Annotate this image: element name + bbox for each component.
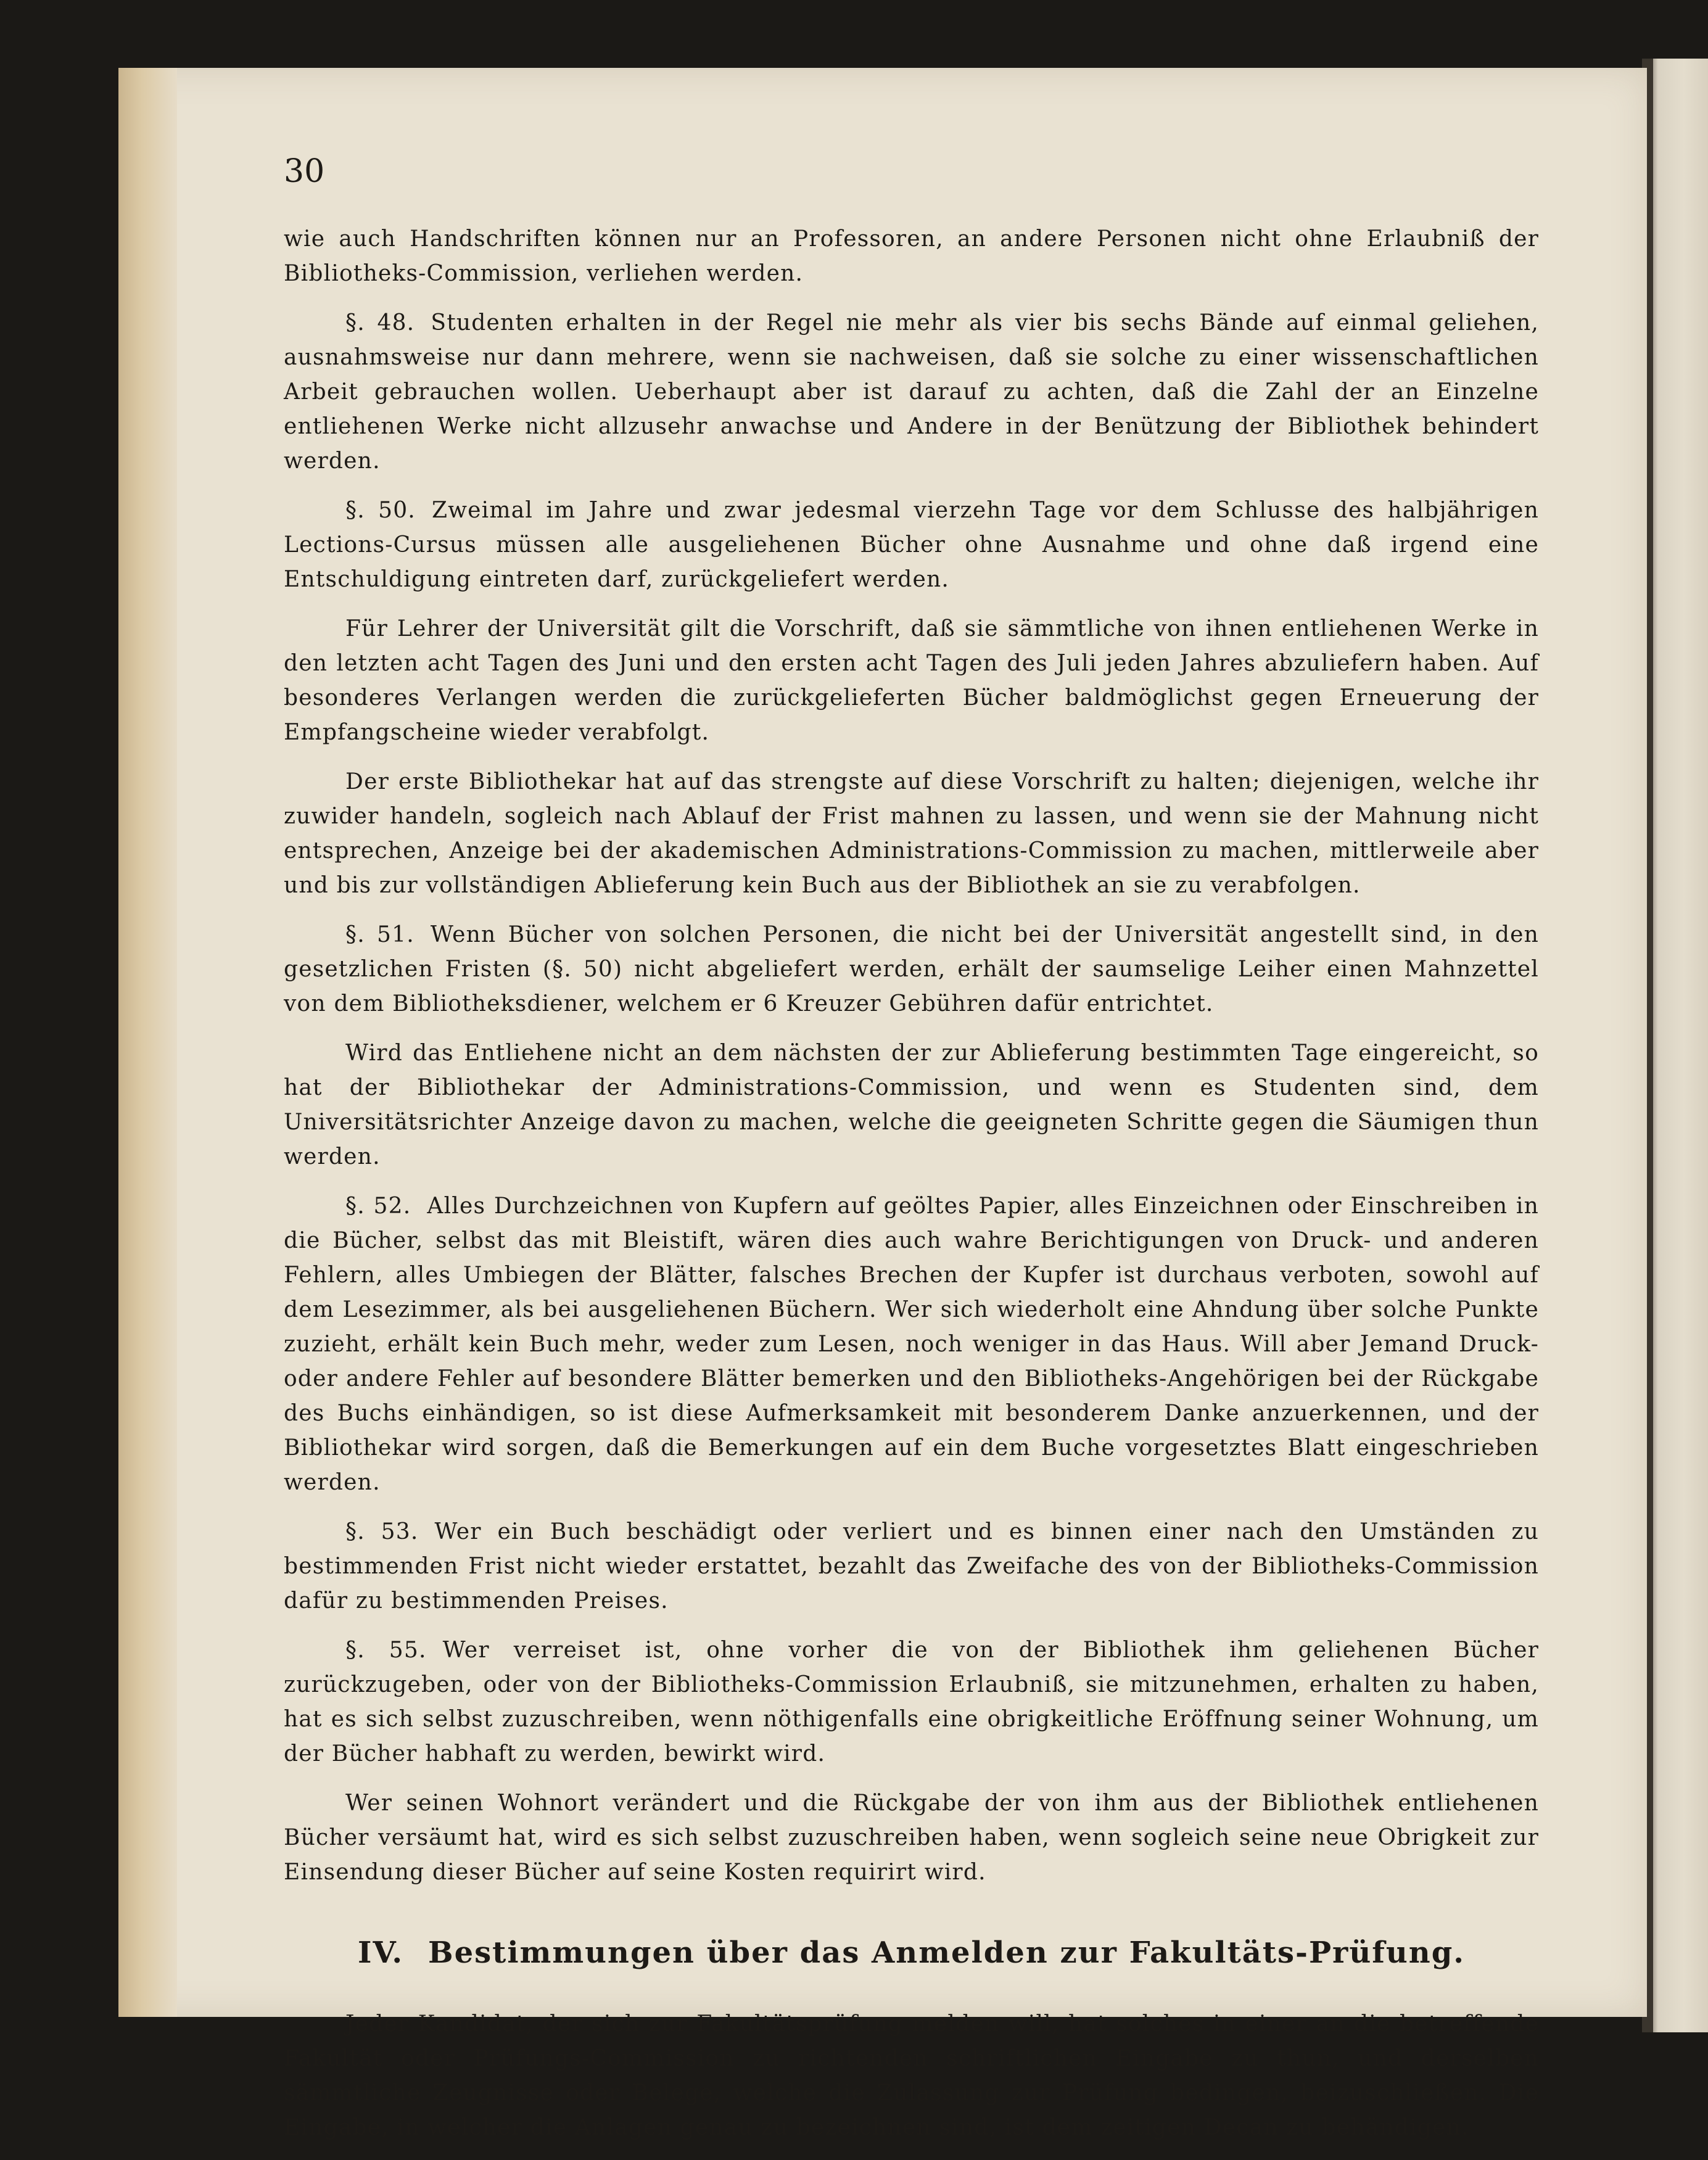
section-51: §. 51. Wenn Bücher von solchen Personen, die nicht bei der Universität angestellt sind, in den gesetzlichen Fristen (§. 50) nicht abgeliefert werden, erhält der saumselige Leiher einen Mahnzettel von dem Bibliotheksdiener, welchem er 6 Kreuzer Gebühren dafür entrichtet. xyxy=(284,922,1539,1016)
section-50: §. 50. Zweimal im Jahre und zwar jedesmal vierzehn Tage vor dem Schlusse des halbjährigen Lections-Cursus müssen alle ausgeliehenen Bücher ohne Ausnahme und ohne daß irgend eine Entschuldigung eintreten darf, zurückgeliefert werden. xyxy=(284,498,1539,592)
section-number: §. 55. xyxy=(345,1638,427,1663)
paragraph: Für Lehrer der Universität gilt die Vorschrift, daß sie sämmtliche von ihnen entliehenen Werke in den letzten acht Tagen des Juni und den ersten acht Tagen des Juli jeden Jahres abzuliefern haben. Auf besonderes Verlangen werden die zurückgelieferten Bücher baldmöglichst gegen Erneuerung der Empfangscheine wieder verabfolgt. xyxy=(284,616,1539,745)
section-number: §. 53. xyxy=(345,1519,419,1544)
section-53: §. 53. Wer ein Buch beschädigt oder verliert und es binnen einer nach den Umständen zu bestimmenden Frist nicht wieder erstattet, bezahlt das Zweifache des von der Bibliotheks-Commission dafür zu bestimmenden Preises. xyxy=(284,1519,1539,1614)
page-body xyxy=(284,222,1539,2160)
paragraph: Wer seinen Wohnort verändert und die Rückgabe der von ihm aus der Bibliothek entliehenen Bücher versäumt hat, wird es sich selbst zuzuschreiben haben, wenn sogleich seine neue Obrigkeit zur Einsendung dieser Bücher auf seine Kosten requirirt wird. xyxy=(284,1791,1539,1885)
chapter-heading xyxy=(284,1935,1539,1970)
paragraph-continuation: wie auch Handschriften können nur an Professoren, an andere Personen nicht ohne Erlaubniß der Bibliotheks-Commission, verliehen werden. xyxy=(284,226,1539,286)
paragraph: Wird das Entliehene nicht an dem nächsten der zur Ablieferung bestimmten Tage eingereicht, so hat der Bibliothekar der Administrations-Commission, und wenn es Studenten sind, dem Universitätsrichter Anzeige davon zu machen, welche die geeigneten Schritte gegen die Säumigen thun werden. xyxy=(284,1041,1539,1169)
section-number: §. 51. xyxy=(345,922,415,947)
chapter-title: Bestimmungen über das Anmelden zur Fakultäts-Prüfung. xyxy=(428,1935,1465,1970)
section-number: §. 50. xyxy=(345,498,416,523)
section-number: §. 52. xyxy=(345,1193,411,1219)
chapter-number: IV. xyxy=(358,1935,404,1970)
facing-page-edge xyxy=(1647,59,1708,2032)
section-number: §. 48. xyxy=(345,310,415,336)
section-55: §. 55. Wer verreiset ist, ohne vorher die von der Bibliothek ihm geliehenen Bücher zurückzugeben, oder von der Bibliotheks-Commission Erlaubniß, sie mitzunehmen, erhalten zu haben, hat es sich selbst zuzuschreiben, wenn nöthigenfalls eine obrigkeitliche Eröffnung seiner Wohnung, um der Bücher habhaft zu werden, bewirkt wird. xyxy=(284,1638,1539,1766)
section-48: §. 48. Studenten erhalten in der Regel nie mehr als vier bis sechs Bände auf einmal geliehen, ausnahmsweise nur dann mehrere, wenn sie nachweisen, daß sie solche zu einer wissenschaftlichen Arbeit gebrauchen wollen. Ueberhaupt aber ist darauf zu achten, daß die Zahl der an Einzelne entliehenen Werke nicht allzusehr anwachse und Andere in der Benützung der Bibliothek behindert werden. xyxy=(284,310,1540,474)
final-paragraph: Jeder Kandidat, der sich zur Fakultätsprüfung melden will, hat solches in einer an die betreffende Fakultät oder Prüfungs-Commission zu richtenden schriftlichen Eingabe zu thun, und derselben sämmtliche Zeugnisse oder Belege, welche die Zulassung zur Prüfung bedingen, beizuschließen. Die Eingabe, in welcher die Anlagen genau zu bezeichnen sind, ist dem zeitigen Decan zu behändigen. xyxy=(284,2011,1539,2140)
paragraph: Der erste Bibliothekar hat auf das strengste auf diese Vorschrift zu halten; diejenigen, welche ihr zuwider handeln, sogleich nach Ablauf der Frist mahnen zu lassen, und wenn sie der Mahnung nicht entsprechen, Anzeige bei der akademischen Administrations-Commission zu machen, mittlerweile aber und bis zur vollständigen Ablieferung kein Buch aus der Bibliothek an sie zu verabfolgen. xyxy=(284,769,1539,898)
page-left-edge xyxy=(118,68,177,2017)
page-number: 30 xyxy=(284,153,325,190)
section-52: §. 52. Alles Durchzeichnen von Kupfern auf geöltes Papier, alles Einzeichnen oder Einschreiben in die Bücher, selbst das mit Bleistift, wären dies auch wahre Berichtigungen von Druck- und anderen Fehlern, alles Umbiegen der Blätter, falsches Brechen der Kupfer ist durchaus verboten, sowohl auf dem Lesezimmer, als bei ausgeliehenen Büchern. Wer sich wiederholt eine Ahndung über solche Punkte zuzieht, erhält kein Buch mehr, weder zum Lesen, noch weniger in das Haus. Will aber Jemand Druck- oder andere Fehler auf besondere Blätter bemerken und den Bibliotheks-Angehörigen bei der Rückgabe des Buchs einhändigen, so ist diese Aufmerksamkeit mit besonderem Danke anzuerkennen, und der Bibliothekar wird sorgen, daß die Bemerkungen auf ein dem Buche vorgesetztes Blatt eingeschrieben werden. xyxy=(284,1193,1540,1495)
